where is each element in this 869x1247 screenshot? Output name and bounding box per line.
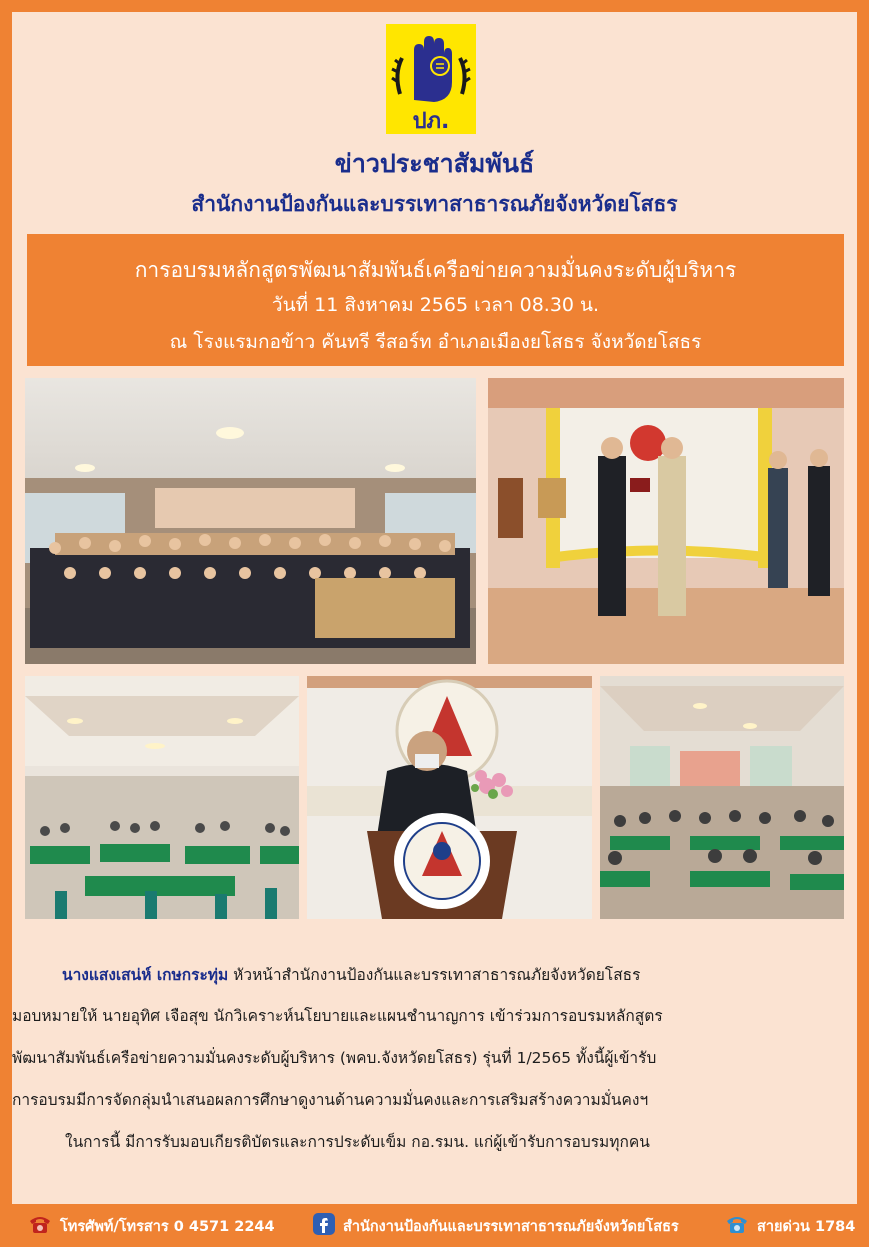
- footer-hotline: [725, 1213, 855, 1239]
- event-date: วันที่ 11 สิงหาคม 2565 เวลา 08.30 น.: [271, 294, 600, 316]
- body-line-2: มอบหมายให้ นายอุทิศ เจือสุข นักวิเคราะห์นโยบายและแผนชำนาญการ เข้าร่วมการอบรมหลักสูตร: [12, 1007, 663, 1025]
- footer: [0, 1210, 869, 1240]
- phone-label: โทรศัพท์/โทรสาร 0 4571 2244: [60, 1218, 275, 1235]
- hand-seal-logo-icon: [386, 24, 476, 134]
- footer-phone: [28, 1213, 275, 1239]
- logo-text: ปภ.: [412, 109, 450, 134]
- footer-facebook[interactable]: [313, 1213, 679, 1239]
- group-photo: [25, 378, 476, 664]
- speaker-podium-photo: [307, 676, 592, 919]
- body-line-5: ในการนี้ มีการรับมอบเกียรติบัตรและการประดับเข็ม กอ.รมน. แก่ผู้เข้ารับการอบรมทุกคน: [65, 1133, 650, 1151]
- telephone-icon: [28, 1213, 52, 1239]
- office-name: สำนักงานป้องกันและบรรเทาสาธารณภัยจังหวัดยโสธร: [191, 192, 678, 216]
- facebook-icon: [313, 1213, 335, 1239]
- event-title: การอบรมหลักสูตรพัฒนาสัมพันธ์เครือข่ายความมั่นคงระดับผู้บริหาร: [134, 258, 737, 282]
- certificate-ceremony-photo: [488, 378, 844, 664]
- facebook-label: สำนักงานป้องกันและบรรเทาสาธารณภัยจังหวัดยโสธร: [343, 1218, 679, 1235]
- meeting-room-photo: [25, 676, 299, 919]
- hotline-phone-icon: [725, 1213, 749, 1239]
- hotline-label: สายด่วน 1784: [757, 1218, 856, 1235]
- audience-photo: [600, 676, 844, 919]
- event-location: ณ โรงแรมกอข้าว คันทรี รีสอร์ท อำเภอเมืองยโสธร จังหวัดยโสธร: [169, 331, 702, 353]
- body-line-4: การอบรมมีการจัดกลุ่มนำเสนอผลการศึกษาดูงานด้านความมั่นคงและการเสริมสร้างความมั่นคงฯ: [12, 1091, 649, 1109]
- department-logo: [386, 24, 476, 134]
- body-line-1-text: หัวหน้าสำนักงานป้องกันและบรรเทาสาธารณภัยจังหวัดยโสธร: [228, 966, 641, 984]
- body-line-3: พัฒนาสัมพันธ์เครือข่ายความมั่นคงระดับผู้บริหาร (พคบ.จังหวัดยโสธร) รุ่นที่ 1/2565 ทั้งนี้ผู้เข้ารับ: [12, 1049, 657, 1067]
- body-line-1: [62, 962, 640, 987]
- official-name: นางแสงเสน่ห์ เกษกระทุ่ม: [62, 966, 229, 984]
- event-banner: [27, 234, 844, 366]
- press-release-sheet: [12, 12, 857, 1204]
- page-title: ข่าวประชาสัมพันธ์: [334, 149, 535, 178]
